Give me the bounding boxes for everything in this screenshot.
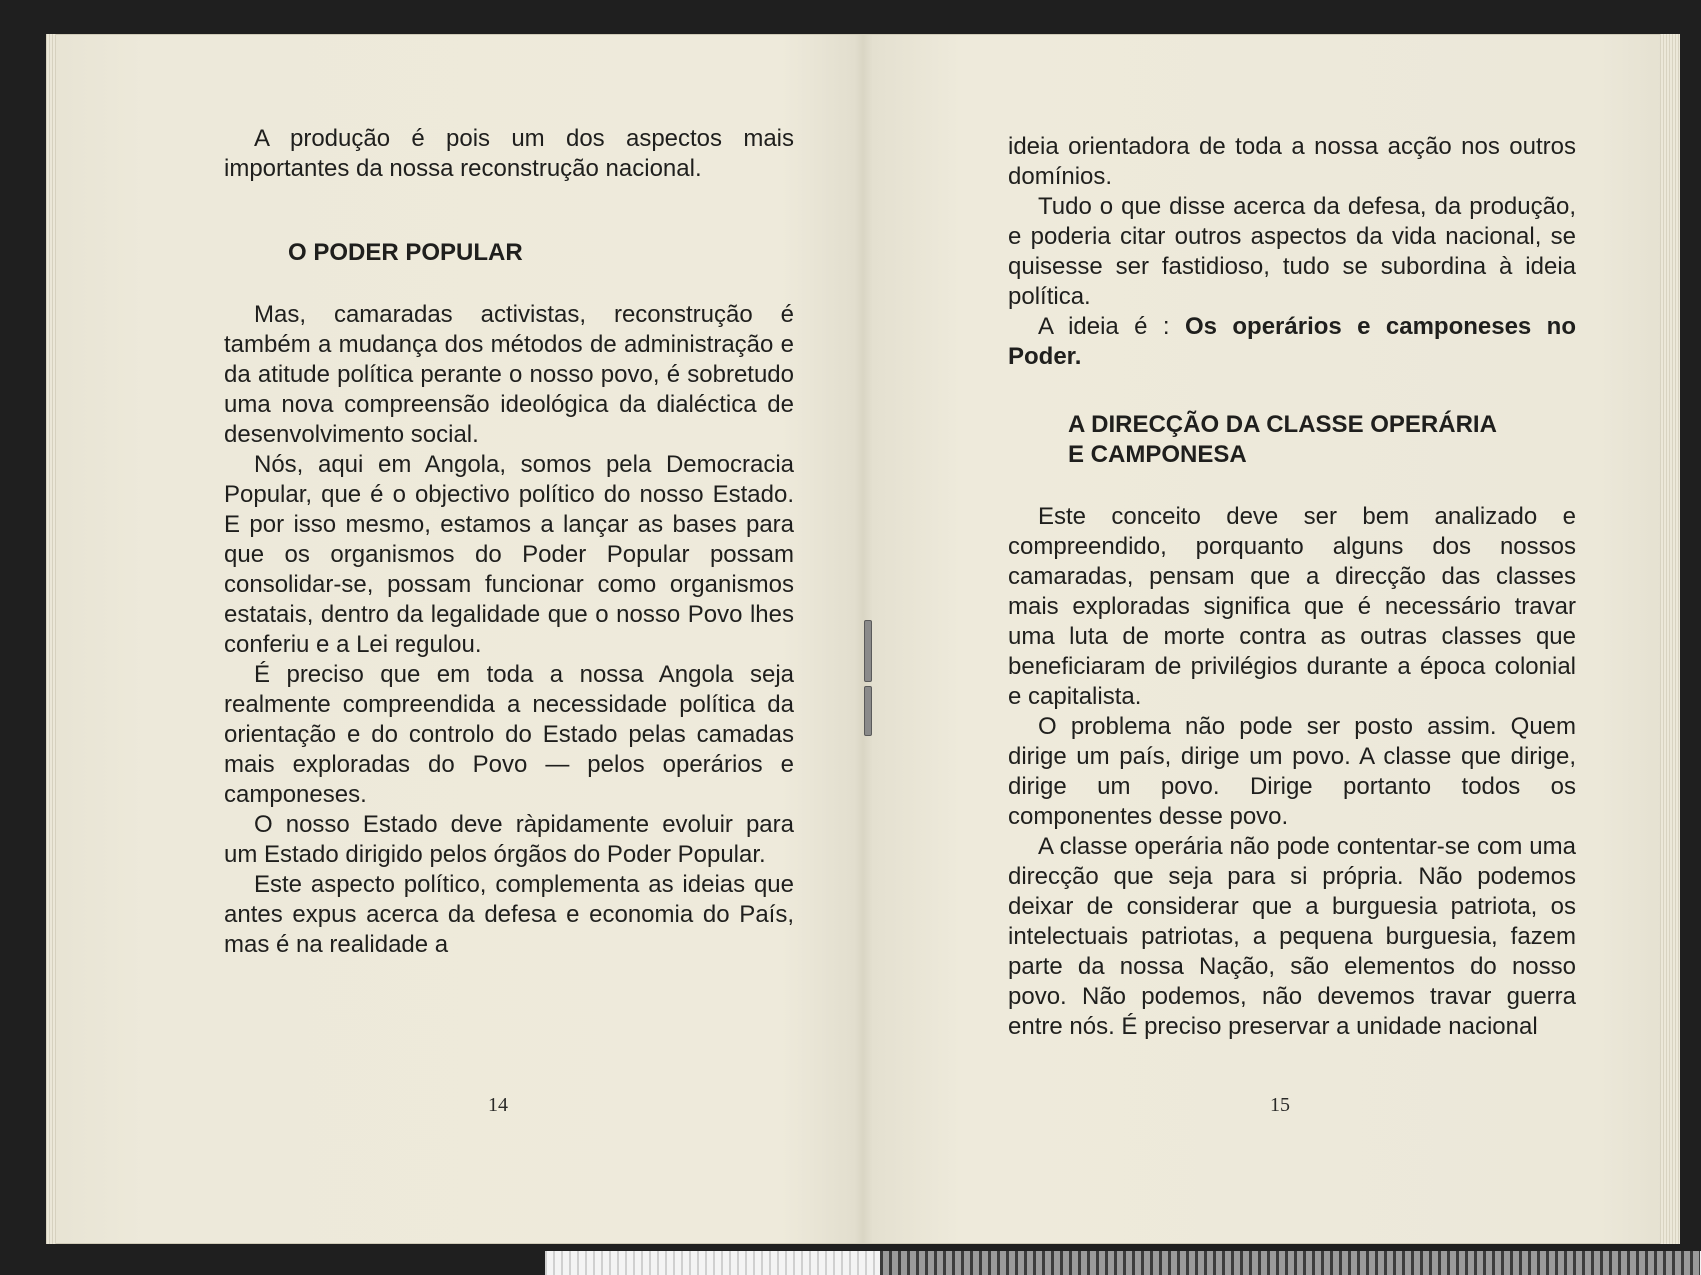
paragraph: A classe operária não pode contentar-se com uma direcção que seja para si própria. Não podemos deixar de considerar que a burguesia patriota, os intelectuais patriotas, a pequena burguesia, fazem parte da nossa Nação, são elementos do nosso povo. Não podemos, não devemos travar guerra entre nós. É preciso preservar a unidade nacional xyxy=(1008,833,1576,1040)
scale-ruler-dark xyxy=(880,1251,1700,1275)
paragraph: Este aspecto político, complementa as ideias que antes expus acerca da defesa e economia do País, mas é na realidade a xyxy=(224,871,794,958)
section-heading: O PODER POPULAR xyxy=(288,239,523,266)
paragraph-lead: A ideia é : xyxy=(1038,313,1185,340)
paragraph: Tudo o que disse acerca da defesa, da produção, e poderia citar outros aspectos da vida nacional, se quisesse ser fastidioso, tudo se subordina à ideia política. xyxy=(1008,193,1576,310)
paragraph xyxy=(1008,312,1576,372)
paragraph: O nosso Estado deve ràpidamente evoluir para um Estado dirigido pelos órgãos do Poder Popular. xyxy=(224,811,794,868)
paragraph: É preciso que em toda a nossa Angola seja realmente compreendida a necessidade política da orientação e do controlo do Estado pelas camadas mais exploradas do Povo — pelos operários e camponeses. xyxy=(224,661,794,808)
page-number-right: 15 xyxy=(1270,1094,1290,1116)
paragraph: A produção é pois um dos aspectos mais importantes da nossa reconstrução nacional. xyxy=(224,125,794,182)
left-page-text xyxy=(224,124,794,960)
heading-line: E CAMPONESA xyxy=(1068,441,1247,468)
paragraph: Mas, camaradas activistas, reconstrução é também a mudança dos métodos de administração e da atitude política perante o nosso povo, é sobretudo uma nova compreensão ideológica da dialéctica de desenvolvimento social. xyxy=(224,301,794,448)
heading-line: A DIRECÇÃO DA CLASSE OPERÁRIA xyxy=(1068,411,1497,438)
page-number-left: 14 xyxy=(488,1094,508,1116)
right-page-edges xyxy=(1660,34,1680,1244)
paragraph: ideia orientadora de toda a nossa acção nos outros domínios. xyxy=(1008,133,1576,190)
section-heading xyxy=(1068,410,1576,470)
bold-statement: Os operários e camponeses no Poder. xyxy=(1008,313,1576,370)
paragraph: Nós, aqui em Angola, somos pela Democracia Popular, que é o objectivo político do nosso Estado. E por isso mesmo, estamos a lançar as bases para que os organismos do Poder Popular possam consolidar-se, possam funcionar como organismos estatais, dentro da legalidade que o nosso Povo lhes conferiu e a Lei regulou. xyxy=(224,451,794,658)
staple-bottom xyxy=(864,686,872,736)
paragraph: O problema não pode ser posto assim. Quem dirige um país, dirige um povo. A classe que dirige, dirige um povo. Dirige portanto todos os componentes desse povo. xyxy=(1008,713,1576,830)
paragraph: Este conceito deve ser bem analizado e compreendido, porquanto alguns dos nossos camaradas, pensam que a direcção das classes mais exploradas significa que é necessário travar uma luta de morte contra as outras classes que beneficiaram de privilégios durante a época colonial e capitalista. xyxy=(1008,503,1576,710)
staple-top xyxy=(864,620,872,682)
left-page-edges xyxy=(46,34,56,1244)
right-page-text xyxy=(1008,132,1576,1042)
